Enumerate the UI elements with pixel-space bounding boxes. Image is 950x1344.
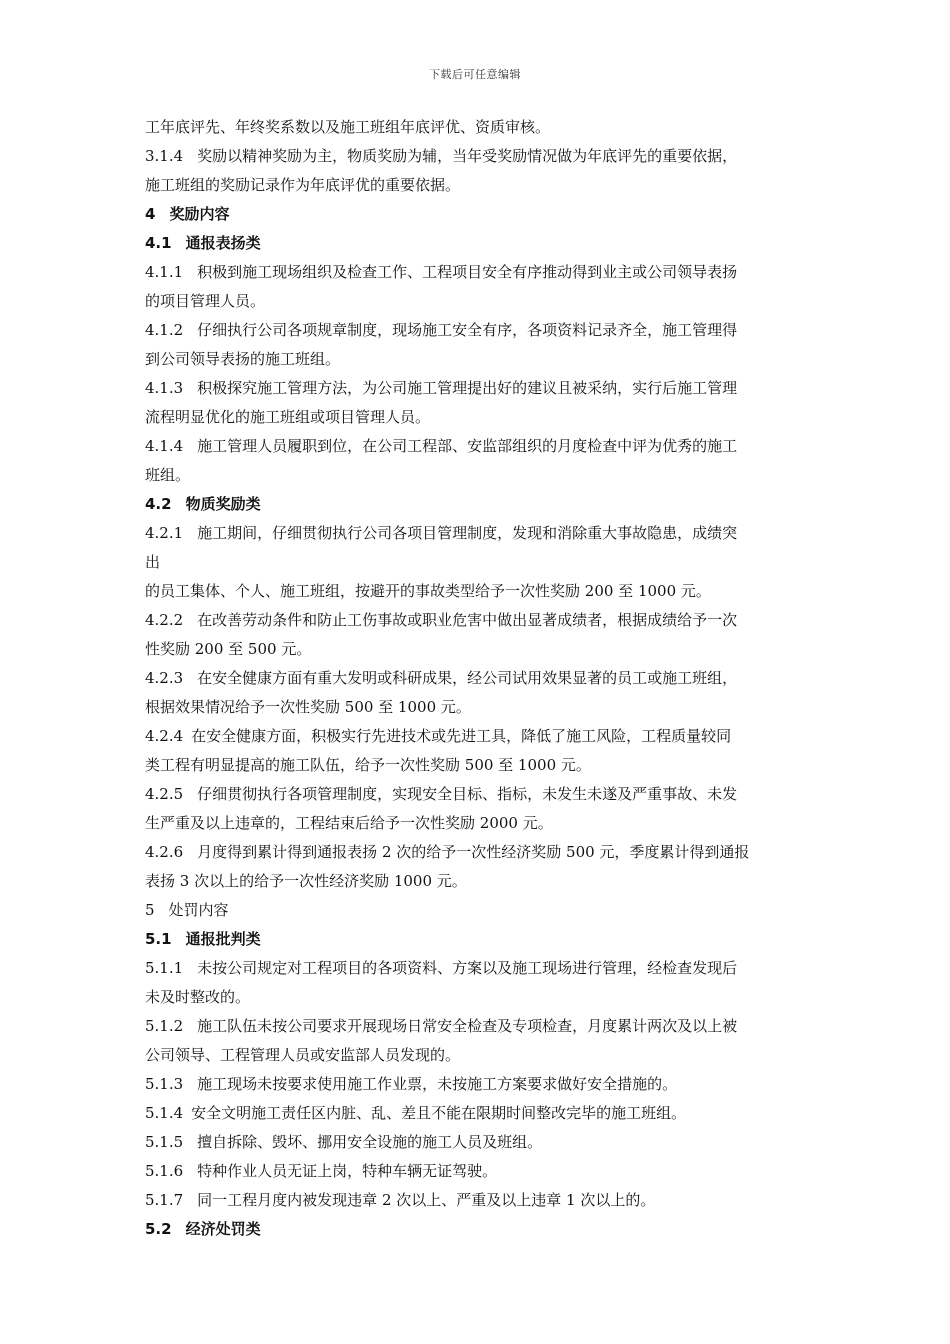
- paragraph-line: [145, 606, 813, 635]
- paragraph-line: [145, 1099, 813, 1128]
- paragraph-line: [145, 548, 813, 577]
- clause-number: 5.1.7: [145, 1191, 184, 1209]
- clause-text: 未按公司规定对工程项目的各项资料、方案以及施工现场进行管理，经检查发现后: [197, 959, 738, 977]
- paragraph-line: [145, 838, 813, 867]
- clause-text: 工年底评先、年终奖系数以及施工班组年底评优、资质审核。: [145, 118, 551, 136]
- paragraph-line: [145, 577, 813, 606]
- clause-number: 5.1.3: [145, 1075, 184, 1093]
- paragraph-line: [145, 461, 813, 490]
- clause-number: 5.1: [145, 930, 172, 948]
- paragraph-line: [145, 809, 813, 838]
- clause-text: 类工程有明显提高的施工队伍，给予一次性奖励 500 至 1000 元。: [145, 756, 591, 774]
- clause-number: 3.1.4: [145, 147, 184, 165]
- clause-text: 安全文明施工责任区内脏、乱、差且不能在限期时间整改完毕的施工班组。: [191, 1104, 687, 1122]
- clause-number: 5.1.2: [145, 1017, 184, 1035]
- paragraph-line: [145, 664, 813, 693]
- clause-text: 处罚内容: [168, 901, 229, 919]
- paragraph-line: [145, 954, 813, 983]
- clause-text: 在安全健康方面有重大发明或科研成果，经公司试用效果显著的员工或施工班组，: [197, 669, 738, 687]
- paragraph-line: [145, 1070, 813, 1099]
- clause-number: 4.2.1: [145, 524, 184, 542]
- paragraph-line: [145, 519, 813, 548]
- clause-text: 同一工程月度内被发现违章 2 次以上、严重及以上违章 1 次以上的。: [197, 1191, 656, 1209]
- clause-number: 5.1.1: [145, 959, 184, 977]
- clause-text: 的项目管理人员。: [145, 292, 266, 310]
- clause-number: 4.2.6: [145, 843, 184, 861]
- document-body: [145, 113, 813, 1244]
- clause-text: 生严重及以上违章的，工程结束后给予一次性奖励 2000 元。: [145, 814, 553, 832]
- paragraph-line: [145, 316, 813, 345]
- clause-text: 到公司领导表扬的施工班组。: [145, 350, 341, 368]
- paragraph-line: [145, 345, 813, 374]
- clause-text: 性奖励 200 至 500 元。: [145, 640, 312, 658]
- clause-text: 根据效果情况给予一次性奖励 500 至 1000 元。: [145, 698, 471, 716]
- clause-text: 施工班组的奖励记录作为年底评优的重要依据。: [145, 176, 461, 194]
- clause-text: 未及时整改的。: [145, 988, 251, 1006]
- clause-number: 5: [145, 901, 155, 919]
- paragraph-line: [145, 171, 813, 200]
- clause-text: 仔细贯彻执行各项管理制度，实现安全目标、指标，未发生未遂及严重事故、未发: [197, 785, 738, 803]
- clause-text: 仔细执行公司各项规章制度，现场施工安全有序，各项资料记录齐全，施工管理得: [197, 321, 738, 339]
- clause-text: 出: [145, 553, 161, 571]
- paragraph-line: [145, 403, 813, 432]
- clause-number: 4: [145, 205, 156, 223]
- clause-text: 的员工集体、个人、施工班组，按避开的事故类型给予一次性奖励 200 至 1000 元。: [145, 582, 711, 600]
- clause-text: 公司领导、工程管理人员或安监部人员发现的。: [145, 1046, 461, 1064]
- clause-number: 4.1.4: [145, 437, 184, 455]
- clause-text: 物质奖励类: [185, 495, 261, 513]
- section-heading: [145, 200, 813, 229]
- clause-text: 流程明显优化的施工班组或项目管理人员。: [145, 408, 431, 426]
- paragraph-line: [145, 983, 813, 1012]
- clause-text: 表扬 3 次以上的给予一次性经济奖励 1000 元。: [145, 872, 467, 890]
- clause-number: 4.1.3: [145, 379, 184, 397]
- section-heading: [145, 490, 813, 519]
- clause-text: 在改善劳动条件和防止工伤事故或职业危害中做出显著成绩者，根据成绩给予一次: [197, 611, 738, 629]
- clause-text: 积极探究施工管理方法，为公司施工管理提出好的建议且被采纳，实行后施工管理: [197, 379, 738, 397]
- paragraph-line: [145, 258, 813, 287]
- clause-number: 4.2.5: [145, 785, 184, 803]
- paragraph-line: [145, 1012, 813, 1041]
- paragraph-line: [145, 693, 813, 722]
- paragraph-line: [145, 722, 813, 751]
- clause-number: 4.1.1: [145, 263, 184, 281]
- paragraph-line: [145, 374, 813, 403]
- clause-text: 奖励内容: [169, 205, 230, 223]
- clause-text: 通报批判类: [185, 930, 261, 948]
- paragraph-line: [145, 287, 813, 316]
- paragraph-line: [145, 635, 813, 664]
- section-heading: [145, 1215, 813, 1244]
- paragraph-line: [145, 1186, 813, 1215]
- paragraph-line: [145, 1041, 813, 1070]
- paragraph-line: [145, 142, 813, 171]
- paragraph-line: [145, 896, 813, 925]
- clause-text: 施工队伍未按公司要求开展现场日常安全检查及专项检查，月度累计两次及以上被: [197, 1017, 738, 1035]
- clause-number: 5.1.6: [145, 1162, 184, 1180]
- clause-text: 在安全健康方面，积极实行先进技术或先进工具，降低了施工风险，工程质量较同: [191, 727, 732, 745]
- clause-text: 班组。: [145, 466, 191, 484]
- section-heading: [145, 229, 813, 258]
- clause-text: 施工期间，仔细贯彻执行公司各项目管理制度，发现和消除重大事故隐患，成绩突: [197, 524, 738, 542]
- clause-number: 5.1.5: [145, 1133, 184, 1151]
- paragraph-line: [145, 867, 813, 896]
- clause-text: 特种作业人员无证上岗，特种车辆无证驾驶。: [197, 1162, 498, 1180]
- clause-text: 奖励以精神奖励为主，物质奖励为辅，当年受奖励情况做为年底评先的重要依据，: [197, 147, 738, 165]
- clause-number: 5.2: [145, 1220, 172, 1238]
- clause-text: 擅自拆除、毁坏、挪用安全设施的施工人员及班组。: [197, 1133, 543, 1151]
- clause-text: 施工现场未按要求使用施工作业票，未按施工方案要求做好安全措施的。: [197, 1075, 678, 1093]
- paragraph-line: [145, 780, 813, 809]
- section-heading: [145, 925, 813, 954]
- clause-text: 经济处罚类: [185, 1220, 261, 1238]
- header-note: 下载后可任意编辑: [429, 68, 521, 81]
- clause-number: 4.2.2: [145, 611, 184, 629]
- clause-number: 5.1.4: [145, 1104, 184, 1122]
- paragraph-line: [145, 113, 813, 142]
- paragraph-line: [145, 1128, 813, 1157]
- clause-number: 4.2.3: [145, 669, 184, 687]
- paragraph-line: [145, 432, 813, 461]
- clause-number: 4.2: [145, 495, 172, 513]
- clause-text: 积极到施工现场组织及检查工作、工程项目安全有序推动得到业主或公司领导表扬: [197, 263, 738, 281]
- clause-number: 4.1: [145, 234, 172, 252]
- clause-number: 4.1.2: [145, 321, 184, 339]
- clause-text: 通报表扬类: [185, 234, 261, 252]
- clause-text: 施工管理人员履职到位，在公司工程部、安监部组织的月度检查中评为优秀的施工: [197, 437, 738, 455]
- paragraph-line: [145, 1157, 813, 1186]
- paragraph-line: [145, 751, 813, 780]
- clause-text: 月度得到累计得到通报表扬 2 次的给予一次性经济奖励 500 元，季度累计得到通报: [197, 843, 750, 861]
- clause-number: 4.2.4: [145, 727, 184, 745]
